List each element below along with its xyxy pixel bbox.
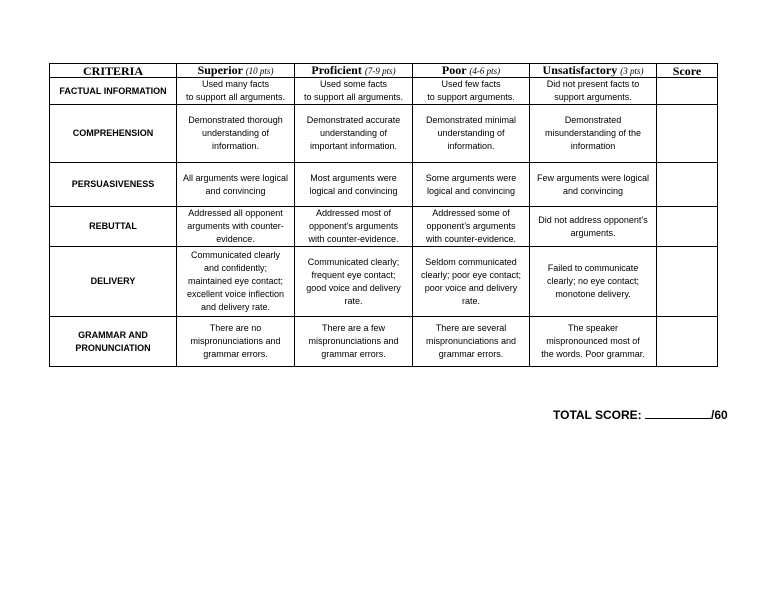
proficient-line: good voice and delivery <box>306 282 401 293</box>
superior-line: and convincing <box>205 185 266 196</box>
unsatisfactory-line: Failed to communicate <box>547 263 639 273</box>
poor-cell <box>413 163 530 207</box>
superior-line: mispronunciations and <box>190 336 281 346</box>
superior-line: understanding of <box>201 128 270 138</box>
superior-line: excellent voice inflection <box>186 289 285 299</box>
proficient-line: important information. <box>309 141 398 151</box>
poor-line: opponent’s arguments <box>426 221 516 231</box>
poor-line: rate. <box>461 295 480 306</box>
poor-line: mispronunciations and <box>425 336 517 346</box>
unsatisfactory-cell <box>530 317 657 367</box>
header-superior <box>177 64 295 78</box>
proficient-line: mispronunciations and <box>308 336 399 346</box>
superior-cell <box>177 163 295 207</box>
proficient-cell <box>295 247 413 317</box>
unsatisfactory-cell <box>530 163 657 207</box>
superior-line: Communicated clearly <box>190 250 281 260</box>
poor-line: understanding of <box>437 128 505 138</box>
poor-cell <box>413 317 530 367</box>
header-criteria: CRITERIA <box>50 64 177 78</box>
poor-line: logical and convincing <box>426 185 516 196</box>
score-cell[interactable] <box>657 105 718 163</box>
unsatisfactory-line: misunderstanding of the <box>544 128 642 138</box>
header-poor-label: Poor <box>441 63 467 77</box>
header-superior-label: Superior <box>197 63 243 77</box>
header-poor-points: (4-6 pts) <box>469 66 501 76</box>
unsatisfactory-line: monotone delivery. <box>555 289 631 299</box>
poor-line: Demonstrated minimal <box>425 115 517 125</box>
header-proficient-label: Proficient <box>311 63 362 77</box>
unsatisfactory-cell <box>530 207 657 247</box>
criterion-line: GRAMMAR AND <box>78 329 148 340</box>
poor-line: information. <box>447 141 495 151</box>
rubric-row <box>50 317 718 367</box>
unsatisfactory-line: the words. Poor grammar. <box>541 349 645 359</box>
header-poor <box>413 64 530 78</box>
superior-line: Demonstrated thorough <box>188 115 283 125</box>
poor-cell <box>413 105 530 163</box>
poor-line: with counter-evidence. <box>425 234 517 244</box>
header-unsatisfactory-label: Unsatisfactory <box>542 63 618 77</box>
proficient-line: Communicated clearly; <box>307 256 400 267</box>
rubric-table <box>49 63 718 367</box>
unsatisfactory-line: arguments. <box>570 227 616 238</box>
header-unsatisfactory <box>530 64 657 78</box>
unsatisfactory-line: support arguments. <box>554 92 632 102</box>
unsatisfactory-line: Demonstrated <box>564 115 622 125</box>
score-cell[interactable] <box>657 207 718 247</box>
unsatisfactory-line: mispronounced most of <box>546 336 640 346</box>
proficient-cell <box>295 163 413 207</box>
superior-line: evidence. <box>216 234 255 244</box>
proficient-cell <box>295 317 413 367</box>
criterion-cell <box>50 207 177 247</box>
unsatisfactory-cell <box>530 78 657 105</box>
superior-line: and confidently; <box>203 263 268 273</box>
proficient-line: Used some facts <box>319 79 388 89</box>
unsatisfactory-line: Few arguments were logical <box>536 172 650 183</box>
unsatisfactory-line: The speaker <box>567 323 619 333</box>
rubric-row <box>50 105 718 163</box>
proficient-line: There are a few <box>321 323 386 333</box>
criterion-line: DELIVERY <box>90 276 136 286</box>
criterion-cell <box>50 317 177 367</box>
unsatisfactory-line: and convincing <box>562 185 624 196</box>
proficient-line: Addressed most of <box>315 208 392 218</box>
rubric-row <box>50 78 718 105</box>
score-cell[interactable] <box>657 78 718 105</box>
superior-cell <box>177 78 295 105</box>
total-score-blank[interactable] <box>645 407 711 419</box>
rubric-row <box>50 247 718 317</box>
proficient-line: grammar errors. <box>321 349 386 359</box>
header-score: Score <box>657 64 718 78</box>
superior-line: and delivery rate. <box>200 302 271 312</box>
proficient-line: to support all arguments. <box>303 92 404 102</box>
superior-cell <box>177 317 295 367</box>
poor-line: Addressed some of <box>432 208 510 218</box>
proficient-line: understanding of <box>319 128 388 138</box>
proficient-line: opponent’s arguments <box>309 221 398 231</box>
unsatisfactory-cell <box>530 247 657 317</box>
unsatisfactory-line: clearly; no eye contact; <box>546 276 640 286</box>
criterion-cell <box>50 78 177 105</box>
header-proficient-points: (7-9 pts) <box>364 66 396 76</box>
superior-line: There are no <box>209 323 262 333</box>
unsatisfactory-line: Did not present facts to <box>546 79 640 89</box>
superior-line: Addressed all opponent <box>188 208 283 218</box>
score-cell[interactable] <box>657 247 718 317</box>
criterion-cell <box>50 163 177 207</box>
superior-cell <box>177 247 295 317</box>
score-cell[interactable] <box>657 163 718 207</box>
superior-cell <box>177 105 295 163</box>
poor-line: Seldom communicated <box>425 256 517 267</box>
poor-line: to support arguments. <box>427 92 515 102</box>
rubric-row <box>50 163 718 207</box>
superior-line: maintained eye contact; <box>187 276 284 286</box>
rubric-body <box>50 78 718 367</box>
criterion-cell <box>50 105 177 163</box>
unsatisfactory-line: information <box>570 141 616 151</box>
criterion-cell <box>50 247 177 317</box>
total-score-max: /60 <box>711 408 728 422</box>
rubric-row <box>50 207 718 247</box>
poor-line: Some arguments were <box>425 172 517 183</box>
poor-line: There are several <box>435 323 507 333</box>
criterion-line: PERSUASIVENESS <box>71 179 155 189</box>
criterion-line: COMPREHENSION <box>72 128 154 138</box>
proficient-line: Most arguments were <box>310 172 397 183</box>
proficient-cell <box>295 105 413 163</box>
poor-line: poor voice and delivery <box>424 282 518 293</box>
total-score-label: TOTAL SCORE: <box>553 408 646 422</box>
poor-cell <box>413 247 530 317</box>
proficient-line: Demonstrated accurate <box>306 115 401 125</box>
proficient-line: logical and convincing <box>309 185 398 196</box>
criterion-line: FACTUAL INFORMATION <box>59 85 167 96</box>
criterion-line: PRONUNCIATION <box>75 342 151 353</box>
superior-line: arguments with counter- <box>187 221 284 231</box>
header-row <box>50 64 718 78</box>
poor-line: grammar errors. <box>438 349 504 359</box>
header-unsatisfactory-points: (3 pts) <box>620 66 644 76</box>
score-cell[interactable] <box>657 317 718 367</box>
proficient-cell <box>295 207 413 247</box>
poor-cell <box>413 78 530 105</box>
superior-cell <box>177 207 295 247</box>
header-proficient <box>295 64 413 78</box>
proficient-line: rate. <box>344 295 363 306</box>
superior-line: to support all arguments. <box>185 92 286 102</box>
proficient-line: frequent eye contact; <box>311 269 396 280</box>
proficient-line: with counter-evidence. <box>308 234 399 244</box>
total-score <box>553 407 728 422</box>
criterion-line: REBUTTAL <box>89 221 137 231</box>
unsatisfactory-line: Did not address opponent’s <box>538 214 648 225</box>
superior-line: All arguments were logical <box>182 172 289 183</box>
superior-line: grammar errors. <box>203 349 268 359</box>
poor-cell <box>413 207 530 247</box>
poor-line: clearly; poor eye contact; <box>420 269 522 280</box>
header-superior-points: (10 pts) <box>245 66 274 76</box>
proficient-cell <box>295 78 413 105</box>
superior-line: Used many facts <box>201 79 270 89</box>
poor-line: Used few facts <box>441 79 501 89</box>
superior-line: information. <box>211 141 260 151</box>
unsatisfactory-cell <box>530 105 657 163</box>
